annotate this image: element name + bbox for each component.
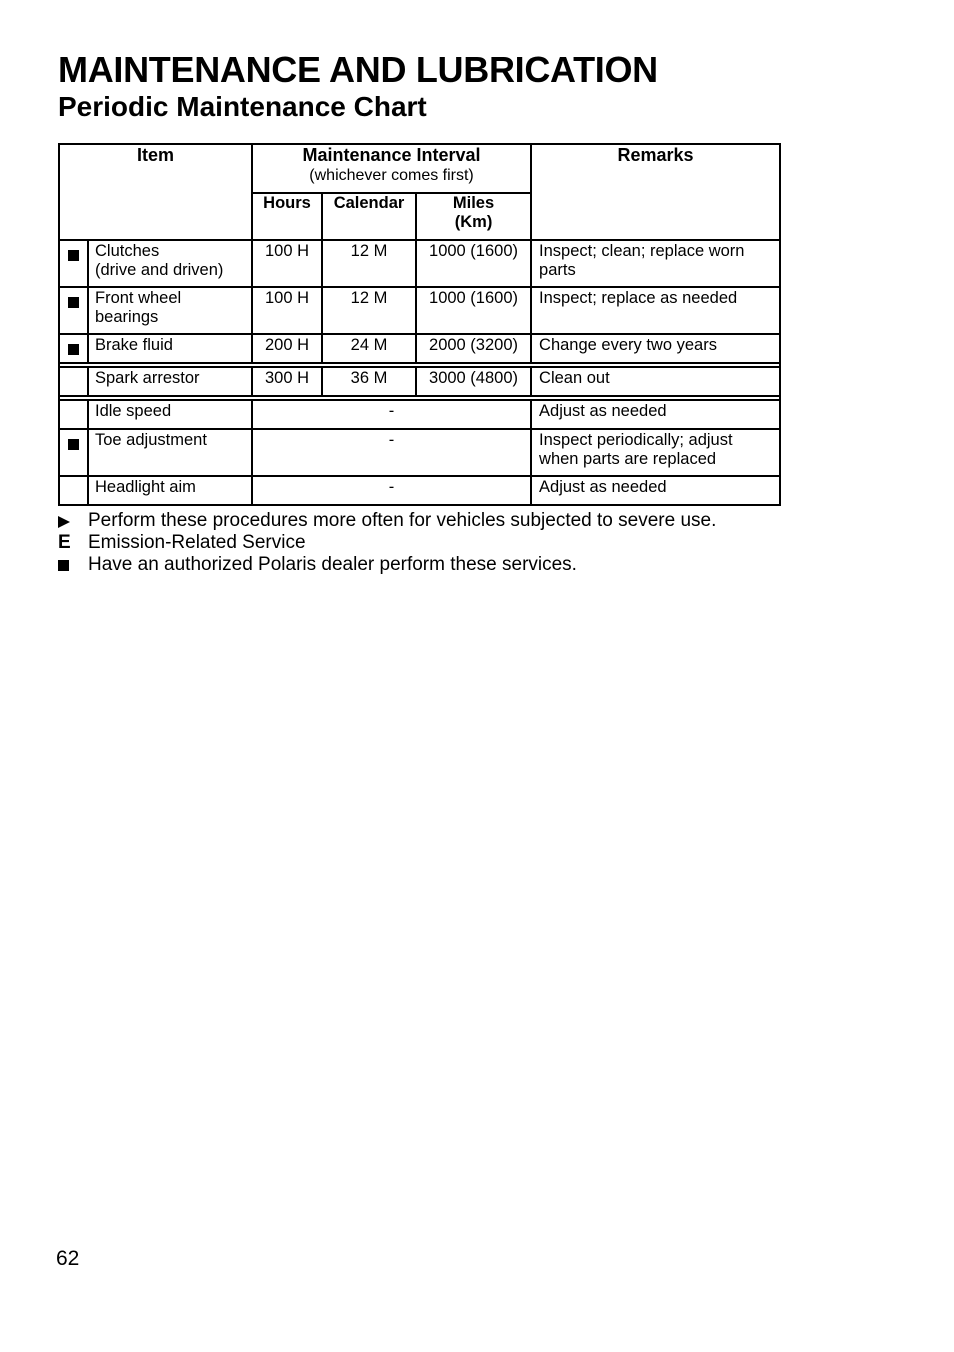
interval-cell: - <box>252 429 531 476</box>
item-cell: Brake fluid <box>88 334 252 363</box>
dealer-service-square-icon <box>68 250 79 261</box>
hours-cell: 200 H <box>252 334 322 363</box>
item-cell: Headlight aim <box>88 476 252 505</box>
interval-cell: - <box>252 400 531 429</box>
dealer-service-square-icon <box>68 439 79 450</box>
header-remarks: Remarks <box>531 144 780 240</box>
calendar-cell: 12 M <box>322 240 416 287</box>
remarks-cell: Adjust as needed <box>531 476 780 505</box>
maintenance-chart-table <box>58 143 781 506</box>
header-calendar: Calendar <box>322 193 416 240</box>
header-miles: Miles (Km) <box>416 193 531 240</box>
header-maintenance-interval: Maintenance Interval (whichever comes first) <box>252 144 531 193</box>
page-title: MAINTENANCE AND LUBRICATION <box>58 49 658 90</box>
miles-cell: 1000 (1600) <box>416 240 531 287</box>
service-symbol <box>59 240 88 287</box>
table-row <box>59 429 780 476</box>
calendar-cell: 24 M <box>322 334 416 363</box>
calendar-cell: 36 M <box>322 367 416 396</box>
table-row <box>59 476 780 505</box>
table-row <box>59 400 780 429</box>
remarks-cell: Change every two years <box>531 334 780 363</box>
hours-cell: 100 H <box>252 240 322 287</box>
table-row <box>59 367 780 396</box>
miles-cell: 2000 (3200) <box>416 334 531 363</box>
miles-cell: 3000 (4800) <box>416 367 531 396</box>
triangle-bullet-icon <box>58 516 70 528</box>
calendar-cell: 12 M <box>322 287 416 334</box>
hours-cell: 300 H <box>252 367 322 396</box>
square-bullet-icon <box>58 560 69 571</box>
remarks-cell: Clean out <box>531 367 780 396</box>
table-row <box>59 287 780 334</box>
remarks-cell: Inspect periodically; adjust when parts are replaced <box>531 429 780 476</box>
emission-marker: E <box>58 532 71 553</box>
header-hours: Hours <box>252 193 322 240</box>
header-interval-note: (whichever comes first) <box>309 167 474 184</box>
page-subtitle: Periodic Maintenance Chart <box>58 91 427 122</box>
header-item: Item <box>59 144 252 240</box>
table-row <box>59 240 780 287</box>
remarks-cell: Adjust as needed <box>531 400 780 429</box>
service-symbol <box>59 367 88 396</box>
item-cell: Clutches (drive and driven) <box>88 240 252 287</box>
item-cell: Front wheel bearings <box>88 287 252 334</box>
dealer-service-square-icon <box>68 297 79 308</box>
miles-cell: 1000 (1600) <box>416 287 531 334</box>
item-cell: Spark arrestor <box>88 367 252 396</box>
page-number: 62 <box>56 1247 80 1270</box>
interval-cell: - <box>252 476 531 505</box>
remarks-cell: Inspect; clean; replace worn parts <box>531 240 780 287</box>
service-symbol <box>59 287 88 334</box>
service-symbol <box>59 429 88 476</box>
item-cell: Idle speed <box>88 400 252 429</box>
table-row <box>59 334 780 363</box>
item-cell: Toe adjustment <box>88 429 252 476</box>
service-symbol <box>59 476 88 505</box>
dealer-service-square-icon <box>68 344 79 355</box>
service-symbol <box>59 334 88 363</box>
remarks-cell: Inspect; replace as needed <box>531 287 780 334</box>
hours-cell: 100 H <box>252 287 322 334</box>
service-symbol <box>59 400 88 429</box>
